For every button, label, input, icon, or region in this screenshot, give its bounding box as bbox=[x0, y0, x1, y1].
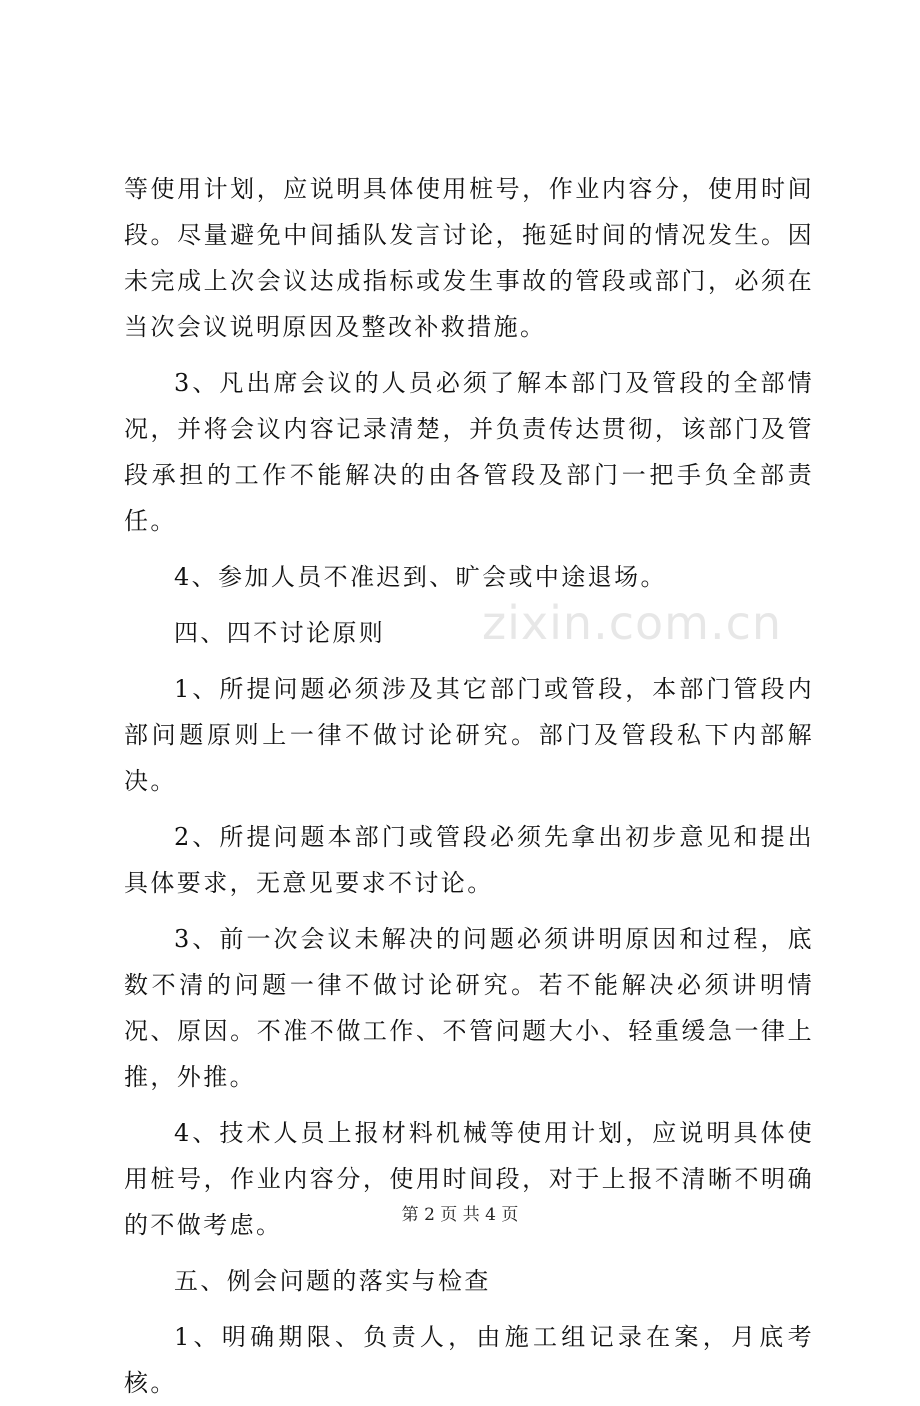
paragraph-rule-3: 3、前一次会议未解决的问题必须讲明原因和过程，底数不清的问题一律不做讨论研究。若不能解决必须讲明情况、原因。不准不做工作、不管问题大小、轻重缓急一律上推，外推。 bbox=[124, 925, 814, 1091]
section-heading-4: 四、四不讨论原则 bbox=[174, 619, 386, 647]
paragraph-rule-2: 2、所提问题本部门或管段必须先拿出初步意见和提出具体要求，无意见要求不讨论。 bbox=[124, 823, 814, 897]
paragraph-item-3: 3、凡出席会议的人员必须了解本部门及管段的全部情况，并将会议内容记录清楚，并负责传达贯彻，该部门及管段承担的工作不能解决的由各管段及部门一把手负全部责任。 bbox=[124, 369, 814, 535]
watermark: zixin.com.cn bbox=[482, 596, 783, 650]
paragraph-item-4: 4、参加人员不准迟到、旷会或中途退场。 bbox=[174, 563, 667, 591]
paragraph-rule-1: 1、所提问题必须涉及其它部门或管段，本部门管段内部问题原则上一律不做讨论研究。部门及管段私下内部解决。 bbox=[124, 675, 814, 795]
paragraph-rule-4: 4、技术人员上报材料机械等使用计划，应说明具体使用桩号，作业内容分，使用时间段，对于上报不清晰不明确的不做考虑。 bbox=[124, 1119, 814, 1239]
paragraph-check-1: 1、明确期限、负责人，由施工组记录在案，月底考核。 bbox=[124, 1323, 814, 1397]
section-heading-5: 五、例会问题的落实与检查 bbox=[174, 1267, 491, 1295]
paragraph-continuation: 等使用计划，应说明具体使用桩号，作业内容分，使用时间段。尽量避免中间插队发言讨论，拖延时间的情况发生。因未完成上次会议达成指标或发生事故的管段或部门，必须在当次会议说明原因及整改补救措施。 bbox=[124, 175, 814, 341]
page-footer: 第 2 页 共 4 页 bbox=[401, 1205, 519, 1225]
